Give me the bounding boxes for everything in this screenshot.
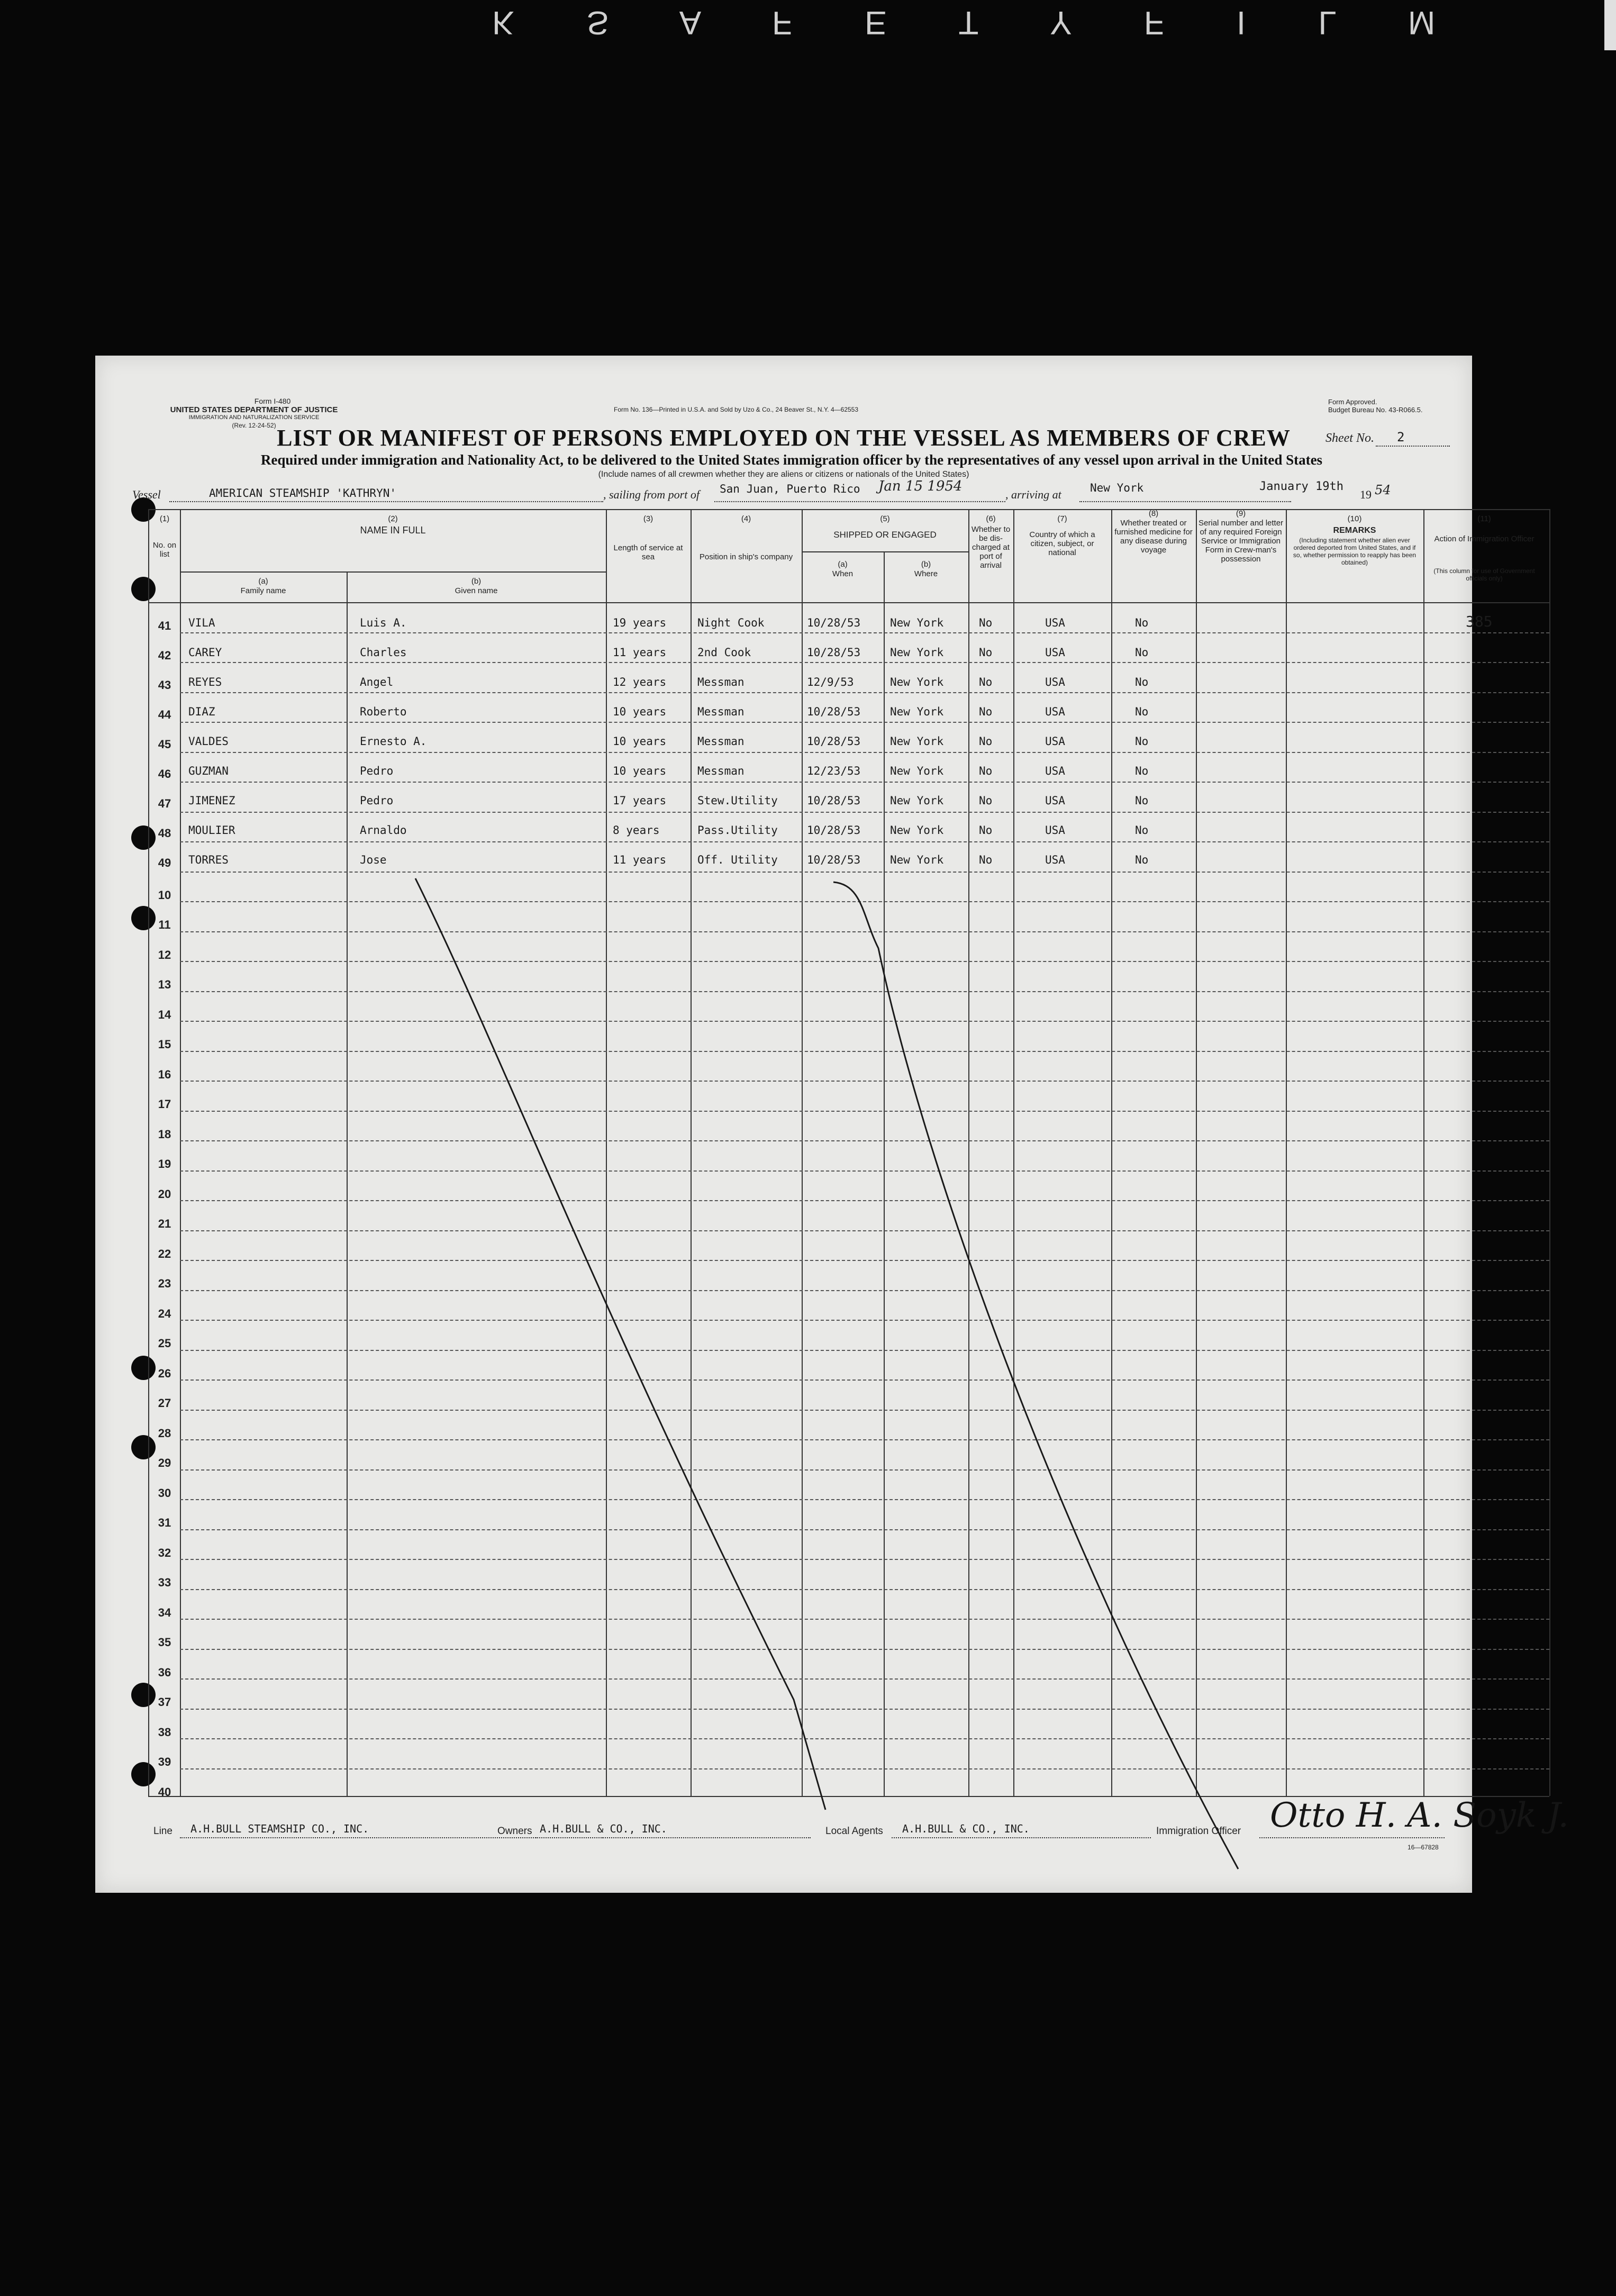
- col-2-header: NAME IN FULL: [360, 525, 426, 536]
- printer-note: Form No. 136—Printed in U.S.A. and Sold by Uzo & Co., 24 Beaver St., N.Y. 4—62553: [614, 406, 859, 413]
- row-number: 22: [158, 1247, 171, 1260]
- row-number: 25: [158, 1337, 171, 1350]
- country: USA: [1045, 676, 1065, 688]
- row-number: 38: [158, 1726, 171, 1739]
- discharged: No: [979, 765, 993, 777]
- given-name: Pedro: [360, 794, 394, 807]
- treated: No: [1135, 824, 1149, 837]
- position: Messman: [697, 705, 745, 718]
- treated: No: [1135, 735, 1149, 748]
- owners: A.H.BULL & CO., INC.: [540, 1822, 667, 1835]
- col-5b-header: Where: [914, 569, 938, 578]
- row-number: 39: [158, 1755, 171, 1768]
- row-number: 29: [158, 1456, 171, 1469]
- shipping-line: A.H.BULL STEAMSHIP CO., INC.: [190, 1822, 369, 1835]
- col-11-header: Action of Immigration Officer: [1434, 534, 1535, 543]
- film-edge-strip: [1604, 0, 1616, 50]
- treated: No: [1135, 794, 1149, 807]
- treated: No: [1135, 616, 1149, 629]
- arrival-date: January 19th: [1259, 480, 1343, 493]
- country: USA: [1045, 854, 1065, 866]
- col-6-number: (6): [986, 514, 996, 523]
- sailing-port: San Juan, Puerto Rico: [720, 483, 860, 495]
- given-name: Pedro: [360, 765, 394, 777]
- shipped-where: New York: [890, 676, 944, 688]
- family-name: REYES: [188, 676, 222, 688]
- shipped-where: New York: [890, 765, 944, 777]
- position: Off. Utility: [697, 854, 778, 866]
- col-5a-header: When: [832, 569, 854, 578]
- treated: No: [1135, 705, 1149, 718]
- country: USA: [1045, 765, 1065, 777]
- col-11-number: (11): [1477, 514, 1491, 523]
- length-of-service: 11 years: [613, 854, 667, 866]
- treated: No: [1135, 676, 1149, 688]
- officer-signature: Otto H. A. Soyk J.: [1270, 1796, 1569, 1835]
- strike-line-left: [415, 878, 825, 1810]
- position: Pass.Utility: [697, 824, 778, 837]
- shipped-where: New York: [890, 824, 944, 837]
- col-2-number: (2): [388, 514, 398, 523]
- form-subnote: (Include names of all crewmen whether they are aliens or citizens or nationals of the United States): [598, 470, 969, 479]
- row-number: 17: [158, 1097, 171, 1111]
- shipped-where: New York: [890, 854, 944, 866]
- row-number: 47: [158, 797, 171, 810]
- row-number: 12: [158, 948, 171, 961]
- row-number: 44: [158, 708, 171, 721]
- form-title: LIST OR MANIFEST OF PERSONS EMPLOYED ON THE VESSEL AS MEMBERS OF CREW: [277, 425, 1291, 451]
- col-10-number: (10): [1347, 514, 1362, 523]
- row-number: 23: [158, 1277, 171, 1290]
- col-3-number: (3): [643, 514, 653, 523]
- agents-underline: [892, 1837, 1151, 1838]
- position: Night Cook: [697, 616, 765, 629]
- row-number: 36: [158, 1666, 171, 1679]
- col-9-header: Serial number and letter of any required Foreign Service or Immigration Form in Crew-man's possession: [1198, 519, 1284, 564]
- discharged: No: [979, 676, 993, 688]
- country: USA: [1045, 735, 1065, 748]
- row-number: 10: [158, 888, 171, 902]
- sheet-number: 2: [1397, 430, 1405, 444]
- position: 2nd Cook: [697, 646, 751, 659]
- row-number: 31: [158, 1516, 171, 1529]
- row-number: 26: [158, 1367, 171, 1380]
- col-1-header: No. on list: [152, 541, 177, 559]
- row-number: 34: [158, 1606, 171, 1619]
- col-6-header: Whether to be dis-charged at port of arrival: [971, 525, 1011, 570]
- discharged: No: [979, 616, 993, 629]
- given-name: Ernesto A.: [360, 735, 427, 748]
- col-7-number: (7): [1057, 514, 1067, 523]
- row-number: 21: [158, 1217, 171, 1230]
- row-number: 42: [158, 649, 171, 662]
- family-name: DIAZ: [188, 705, 215, 718]
- row-number: 45: [158, 738, 171, 751]
- position: Messman: [697, 735, 745, 748]
- length-of-service: 19 years: [613, 616, 667, 629]
- shipped-where: New York: [890, 794, 944, 807]
- row-number: 30: [158, 1486, 171, 1500]
- shipped-where: New York: [890, 705, 944, 718]
- row-number: 16: [158, 1068, 171, 1081]
- discharged: No: [979, 735, 993, 748]
- strike-through-lines: [95, 356, 1472, 1893]
- arrival-port: New York: [1090, 482, 1144, 494]
- family-name: VILA: [188, 616, 215, 629]
- budget-number: Budget Bureau No. 43-R066.5.: [1328, 406, 1423, 414]
- shipped-when: 10/28/53: [807, 854, 861, 866]
- shipped-when: 10/28/53: [807, 646, 861, 659]
- sheet-label: Sheet No.: [1326, 431, 1374, 445]
- length-of-service: 11 years: [613, 646, 667, 659]
- family-name: TORRES: [188, 854, 229, 866]
- handwritten-date: Jan 15 1954: [878, 478, 963, 494]
- col-5a-number: (a): [838, 560, 848, 569]
- length-of-service: 8 years: [613, 824, 660, 837]
- length-of-service: 10 years: [613, 705, 667, 718]
- form-number: Form I-480: [254, 397, 291, 405]
- line-label: Line: [153, 1826, 173, 1837]
- shipped-when: 10/28/53: [807, 616, 861, 629]
- discharged: No: [979, 824, 993, 837]
- owners-underline: [535, 1837, 811, 1838]
- length-of-service: 17 years: [613, 794, 667, 807]
- row-number: 43: [158, 678, 171, 692]
- officer-action: 385: [1466, 613, 1493, 630]
- col-5-number: (5): [880, 514, 890, 523]
- row-number: 40: [158, 1785, 171, 1799]
- arriving-label: , arriving at: [1005, 488, 1061, 501]
- given-name: Charles: [360, 646, 407, 659]
- family-name: MOULIER: [188, 824, 235, 837]
- discharged: No: [979, 854, 993, 866]
- col-2a-header: Family name: [240, 586, 286, 595]
- length-of-service: 10 years: [613, 735, 667, 748]
- row-number: 11: [158, 918, 171, 931]
- shipped-when: 12/23/53: [807, 765, 861, 777]
- row-number: 14: [158, 1008, 171, 1021]
- row-number: 24: [158, 1307, 171, 1320]
- row-number: 18: [158, 1128, 171, 1141]
- discharged: No: [979, 646, 993, 659]
- treated: No: [1135, 854, 1149, 866]
- row-number: 28: [158, 1427, 171, 1440]
- revision: (Rev. 12-24-52): [232, 422, 276, 429]
- family-name: GUZMAN: [188, 765, 229, 777]
- position: Stew.Utility: [697, 794, 778, 807]
- row-number: 19: [158, 1157, 171, 1170]
- print-code: 16—67828: [1408, 1844, 1439, 1851]
- col-9-number: (9): [1236, 509, 1246, 518]
- country: USA: [1045, 646, 1065, 659]
- col-2a-number: (a): [258, 577, 268, 586]
- row-number: 27: [158, 1396, 171, 1410]
- row-number: 13: [158, 978, 171, 991]
- local-agents: A.H.BULL & CO., INC.: [902, 1822, 1030, 1835]
- col-3-header: Length of service at sea: [613, 543, 683, 561]
- vessel-label: Vessel: [132, 488, 161, 501]
- form-subtitle: Required under immigration and Nationality Act, to be delivered to the United States immigration officer by the representatives of any vessel upon arrival in the United States: [260, 452, 1323, 468]
- vessel-name: AMERICAN STEAMSHIP 'KATHRYN': [209, 487, 397, 500]
- shipped-where: New York: [890, 735, 944, 748]
- officer-label: Immigration Officer: [1156, 1826, 1241, 1837]
- year-prefix: 19: [1360, 488, 1372, 501]
- strike-line-right: [833, 882, 1238, 1869]
- length-of-service: 12 years: [613, 676, 667, 688]
- col-4-number: (4): [741, 514, 751, 523]
- given-name: Luis A.: [360, 616, 407, 629]
- row-number: 32: [158, 1546, 171, 1559]
- col-2b-header: Given name: [455, 586, 498, 595]
- row-number: 37: [158, 1695, 171, 1709]
- row-number: 15: [158, 1038, 171, 1051]
- column-divider: [1549, 509, 1550, 1796]
- position: Messman: [697, 765, 745, 777]
- owners-label: Owners: [497, 1826, 532, 1837]
- discharged: No: [979, 794, 993, 807]
- col-5-header: SHIPPED OR ENGAGED: [833, 530, 937, 540]
- col-5b-number: (b): [921, 560, 931, 569]
- given-name: Arnaldo: [360, 824, 407, 837]
- row-number: 49: [158, 856, 171, 869]
- department-name: UNITED STATES DEPARTMENT OF JUSTICE: [170, 405, 338, 414]
- given-name: Angel: [360, 676, 394, 688]
- col-2b-number: (b): [471, 577, 482, 586]
- shipped-when: 12/9/53: [807, 676, 854, 688]
- col-10-header: REMARKS: [1333, 526, 1376, 535]
- country: USA: [1045, 824, 1065, 837]
- col-4-header: Position in ship's company: [699, 552, 793, 561]
- col-8-number: (8): [1148, 509, 1159, 518]
- shipped-when: 10/28/53: [807, 705, 861, 718]
- col-7-header: Country of which a citizen, subject, or national: [1029, 530, 1095, 557]
- col-10-note: (Including statement whether alien ever ordered deported from United States, and if so, whether permission to reapply has been obtained): [1293, 537, 1417, 566]
- col-11-note: (This column for use of Government officials only): [1433, 567, 1535, 582]
- sailing-label: , sailing from port of: [603, 488, 700, 501]
- country: USA: [1045, 705, 1065, 718]
- service-name: IMMIGRATION AND NATURALIZATION SERVICE: [188, 414, 320, 421]
- length-of-service: 10 years: [613, 765, 667, 777]
- country: USA: [1045, 616, 1065, 629]
- row-number: 35: [158, 1636, 171, 1649]
- treated: No: [1135, 765, 1149, 777]
- row-number: 33: [158, 1576, 171, 1589]
- agents-label: Local Agents: [825, 1826, 883, 1837]
- row-number: 48: [158, 827, 171, 840]
- officer-underline: [1259, 1837, 1445, 1838]
- col-1-number: (1): [159, 514, 170, 523]
- family-name: VALDES: [188, 735, 229, 748]
- position: Messman: [697, 676, 745, 688]
- row-number: 46: [158, 767, 171, 781]
- given-name: Jose: [360, 854, 387, 866]
- shipped-where: New York: [890, 646, 944, 659]
- film-edge-label: K S A F E T Y F I L M: [492, 4, 1467, 41]
- arrival-year: 54: [1375, 483, 1391, 497]
- given-name: Roberto: [360, 705, 407, 718]
- shipped-when: 10/28/53: [807, 735, 861, 748]
- row-number: 41: [158, 619, 171, 632]
- col-8-header: Whether treated or furnished medicine for any disease during voyage: [1114, 519, 1193, 555]
- shipped-when: 10/28/53: [807, 794, 861, 807]
- shipped-when: 10/28/53: [807, 824, 861, 837]
- form-approval: Form Approved.: [1328, 398, 1377, 406]
- discharged: No: [979, 705, 993, 718]
- row-number: 20: [158, 1187, 171, 1201]
- treated: No: [1135, 646, 1149, 659]
- family-name: JIMENEZ: [188, 794, 235, 807]
- family-name: CAREY: [188, 646, 222, 659]
- shipped-where: New York: [890, 616, 944, 629]
- manifest-page: [95, 356, 1569, 1893]
- country: USA: [1045, 794, 1065, 807]
